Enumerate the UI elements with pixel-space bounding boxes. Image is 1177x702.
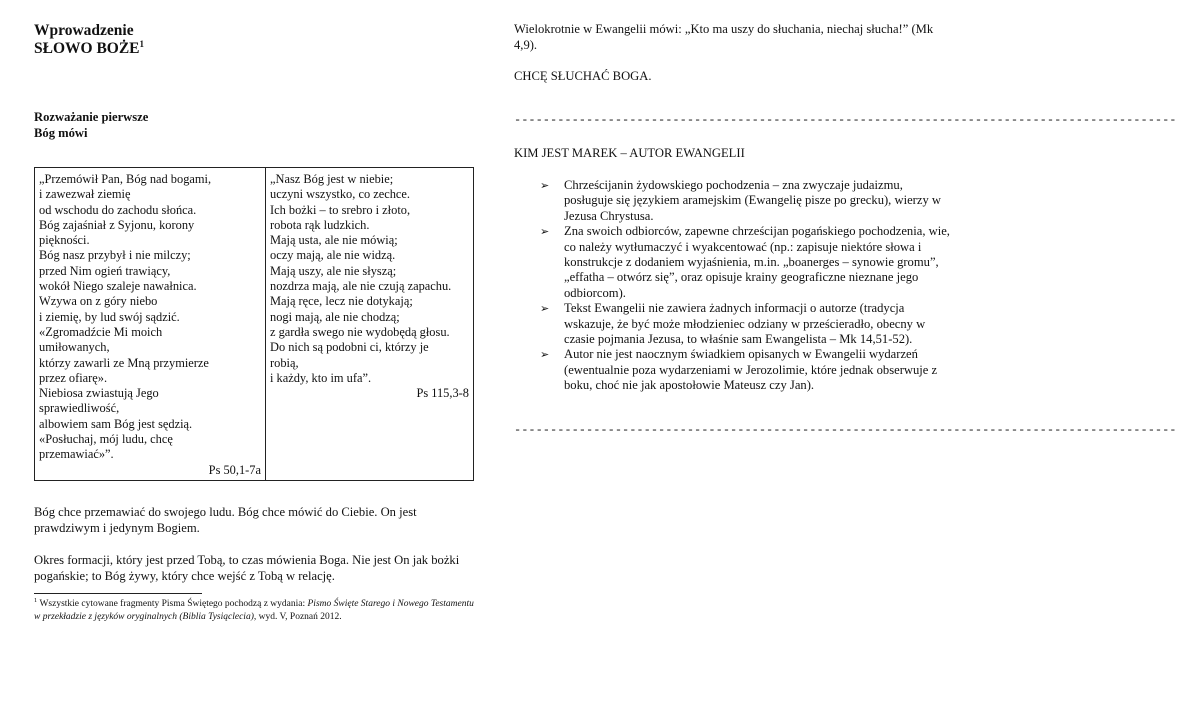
arrow-bullet-icon: ➢	[540, 302, 550, 316]
psalm-50-line: «Posłuchaj, mój ludu, chcę	[39, 432, 173, 447]
author-bullet-item	[514, 178, 952, 224]
psalm-50-line: wokół Niego szaleje nawałnica.	[39, 279, 197, 294]
title-footnote-marker: 1	[139, 39, 145, 49]
section-line-2: Bóg mówi	[34, 125, 88, 140]
arrow-bullet-icon: ➢	[540, 179, 550, 192]
footnote	[34, 598, 474, 623]
psalm-50-line: Bóg nasz przybył i nie milczy;	[39, 248, 191, 263]
author-bullet-item	[514, 224, 952, 301]
psalm-50-line: przemawiać»”.	[39, 447, 114, 462]
psalm-115-line: nozdrza mają, ale nie czują zapachu.	[270, 279, 452, 294]
arrow-bullet-icon: ➢	[540, 348, 550, 362]
psalm-50-source: Ps 50,1-7a	[208, 462, 261, 477]
key-phrase: CHCĘ SŁUCHAĆ BOGA.	[514, 69, 652, 83]
left-page	[0, 0, 496, 702]
psalm-115-line: robota rąk ludzkich.	[270, 217, 370, 232]
psalm-115-line: Mają ręce, lecz nie dotykają;	[270, 294, 413, 309]
psalm-115-text	[270, 172, 469, 386]
footnote-divider	[34, 593, 202, 594]
psalm-50-line: przez ofiarę».	[39, 370, 108, 385]
author-bullet-text: Zna swoich odbiorców, zapewne chrześcijan pogańskiego pochodzenia, wie, co należy wytłumaczyć i wyakcentować (np.: zapisuje niektóre słowa i konstrukcje z dodaniem wyjaśnienia, m.in. „boanerges – synowie gromu”, „effatha – otwórz się”, oraz opisuje krainy geograficzne nieznane jego odbiorcom).	[564, 224, 950, 300]
psalm-115-line: robią,	[270, 355, 299, 370]
psalm-115-line: Ich bożki – to srebro i złoto,	[270, 202, 411, 217]
title-line-2: SŁOWO BOŻE	[34, 40, 140, 57]
psalm-50-line: i zawezwał ziemię	[39, 187, 131, 202]
psalm-115-line: nogi mają, ale nie chodzą;	[270, 309, 400, 324]
psalm-50-line: od wschodu do zachodu słońca.	[39, 202, 197, 217]
psalm-115-line: oczy mają, ale nie widzą.	[270, 248, 396, 263]
paragraph-2: Okres formacji, który jest przed Tobą, to czas mówienia Boga. Nie jest On jak bożki pogańskie; to Bóg żywy, który chce wejść z Tobą w relację.	[34, 552, 460, 583]
psalm-50-text	[39, 172, 261, 463]
psalm-115-line: „Nasz Bóg jest w niebie;	[270, 172, 394, 186]
psalm-50-line: piękności.	[39, 233, 90, 248]
psalm-50-line: „Przemówił Pan, Bóg nad bogami,	[39, 172, 212, 186]
psalm-50-line: sprawiedliwość,	[39, 401, 120, 416]
psalm-115-line: i każdy, kto im ufa”.	[270, 370, 372, 385]
psalm-115-line: Mają uszy, ale nie słyszą;	[270, 263, 397, 278]
psalm-50-line: umiłowanych,	[39, 340, 110, 355]
author-bullet-item	[514, 347, 952, 393]
footnote-source-title: Pismo Święte Starego i Nowego Testamentu w przekładzie z języków oryginalnych (Biblia Tysiąclecia)	[34, 598, 474, 622]
psalm-115-source: Ps 115,3-8	[416, 386, 469, 401]
section-heading	[34, 110, 472, 141]
footnote-text-before: Wszystkie cytowane fragmenty Pisma Świętego pochodzą z wydania:	[37, 598, 308, 609]
psalm-115-line: z gardła swego nie wydobędą głosu.	[270, 324, 450, 339]
title-line-1: Wprowadzenie	[34, 22, 134, 39]
psalm-table	[34, 167, 474, 481]
intro-quote: Wielokrotnie w Ewangelii mówi: „Kto ma uszy do słuchania, niechaj słucha!” (Mk 4,9).	[514, 22, 934, 52]
psalm-50-cell	[35, 168, 266, 481]
psalm-115-line: Mają usta, ale nie mówią;	[270, 233, 398, 248]
psalm-50-line: albowiem sam Bóg jest sędzią.	[39, 416, 193, 431]
author-heading: KIM JEST MAREK – AUTOR EWANGELII	[514, 145, 745, 160]
author-bullet-text: Autor nie jest naocznym świadkiem opisanych w Ewangelii wydarzeń (ewentualnie poza wydarzeniami w Jerozolimie, które jednak obserwuje z boku, choć nie jak apostołowie Mateusz czy Jan).	[564, 347, 938, 393]
psalm-50-line: «Zgromadźcie Mi moich	[39, 324, 163, 339]
psalm-50-line: którzy zawarli ze Mną przymierze	[39, 355, 209, 370]
psalm-50-line: Bóg zajaśniał z Syjonu, korony	[39, 217, 195, 232]
psalm-50-line: Wzywa on z góry niebo	[39, 294, 158, 309]
section-line-1: Rozważanie pierwsze	[34, 110, 149, 124]
arrow-bullet-icon: ➢	[540, 225, 550, 239]
separator-top: --------------------------------------------------------------------------------------------	[514, 112, 1177, 127]
document-title	[34, 22, 472, 58]
psalm-50-line: przed Nim ogień trawiący,	[39, 263, 171, 278]
author-bullet-text: Chrześcijanin żydowskiego pochodzenia – zna zwyczaje judaizmu, posługuje się językiem aramejskim (Ewangelię pisze po grecku), wierzy w Jezusa Chrystusa.	[564, 178, 941, 223]
footnote-text-after: , wyd. V, Poznań 2012.	[253, 611, 342, 622]
separator-bottom: --------------------------------------------------------------------------------------------	[514, 422, 1177, 437]
author-bullet-list	[514, 178, 952, 394]
footnote-marker: 1	[34, 596, 38, 604]
right-page	[496, 0, 1177, 702]
psalm-115-cell	[266, 168, 474, 481]
psalm-115-line: Do nich są podobni ci, którzy je	[270, 340, 429, 355]
psalm-50-line: Niebiosa zwiastują Jego	[39, 386, 159, 401]
author-bullet-text: Tekst Ewangelii nie zawiera żadnych informacji o autorze (tradycja wskazuje, że być może młodzieniec odziany w prześcieradło, obecny w czasie pojmania Jezusa, to właśnie sam Ewangelista – Mk 14,51-52).	[564, 301, 926, 347]
psalm-50-line: i ziemię, by lud swój sądzić.	[39, 309, 180, 324]
psalm-115-line: uczyni wszystko, co zechce.	[270, 187, 411, 202]
author-bullet-item	[514, 301, 952, 347]
paragraph-1: Bóg chce przemawiać do swojego ludu. Bóg chce mówić do Ciebie. On jest prawdziwym i jedynym Bogiem.	[34, 504, 417, 535]
